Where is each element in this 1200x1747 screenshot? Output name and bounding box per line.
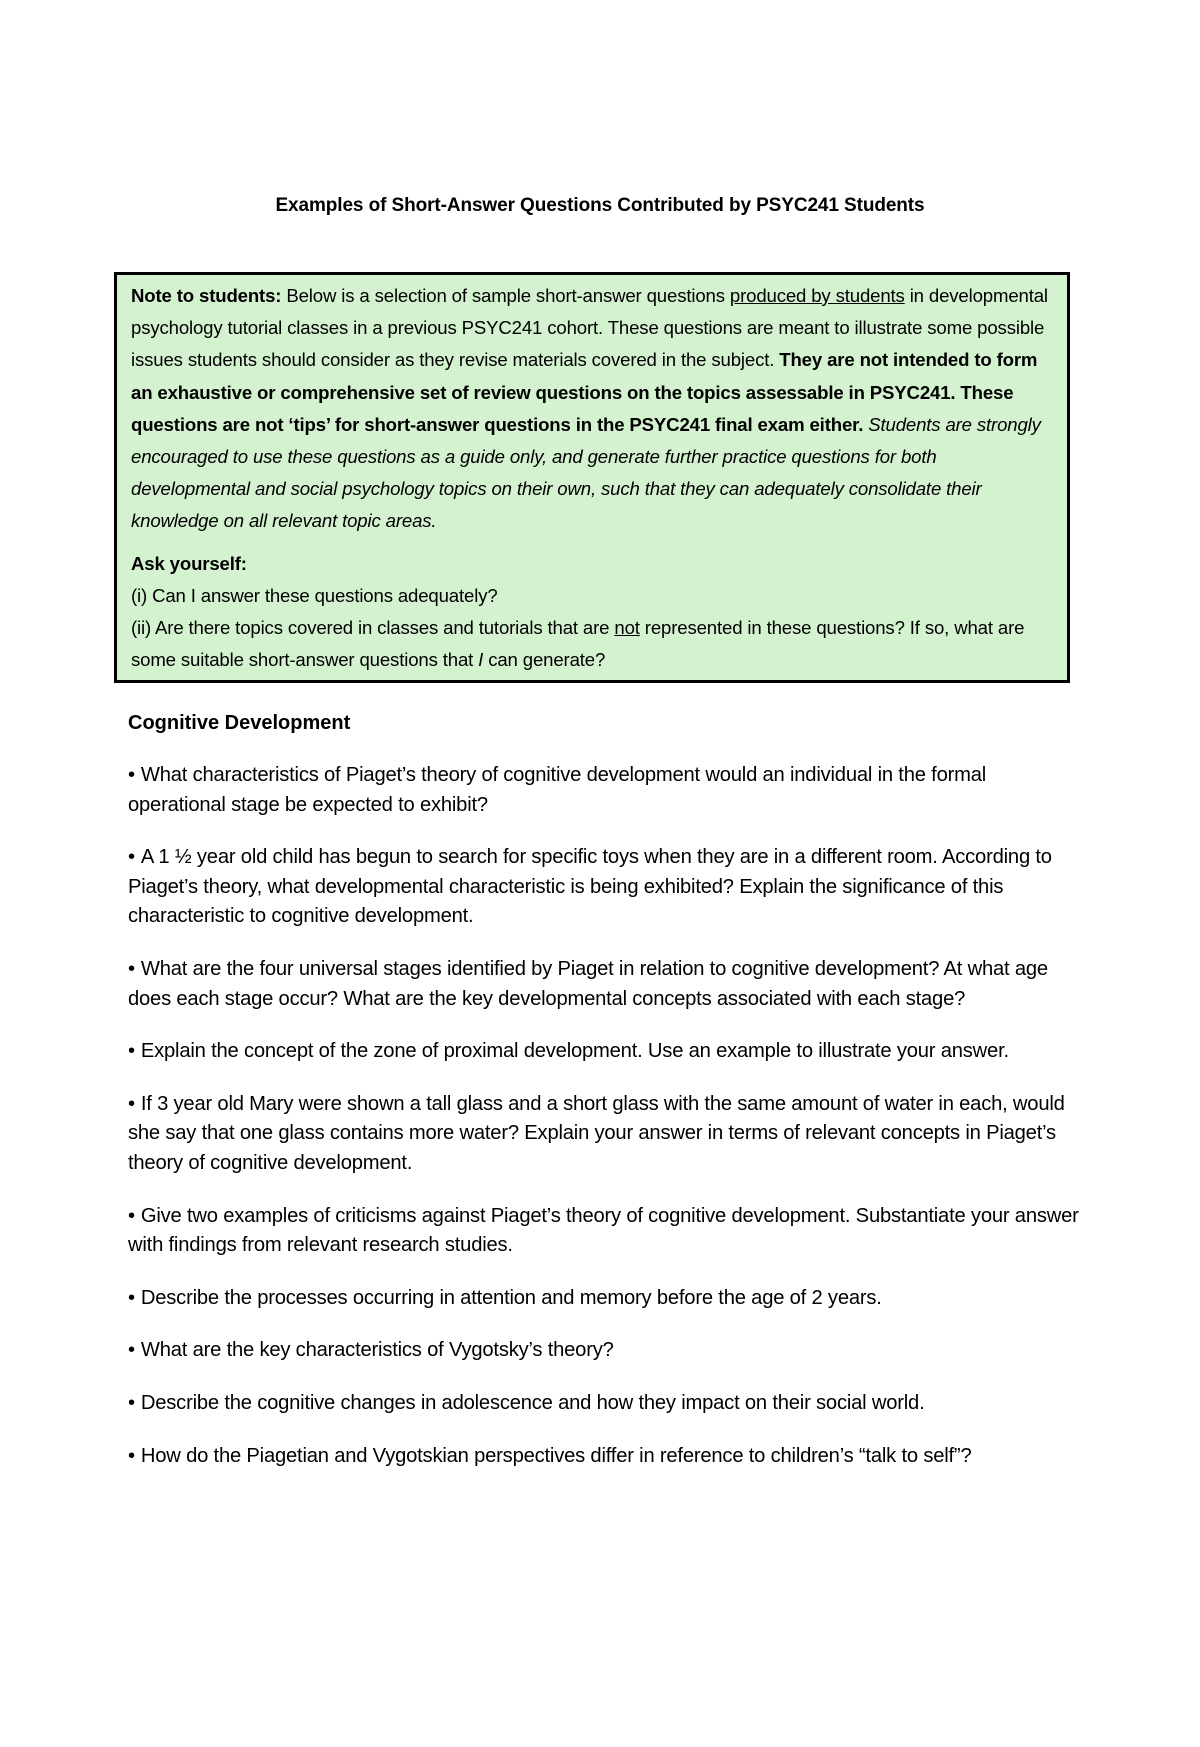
ask-question-2-italic: I bbox=[478, 649, 484, 671]
question-text: Describe the processes occurring in attention and memory before the age of 2 years. bbox=[140, 1286, 882, 1309]
question-text: Give two examples of criticisms against Piaget’s theory of cognitive development. Substantiate your answer with findings from relevant research studies. bbox=[128, 1204, 1079, 1257]
bullet-icon: • bbox=[128, 846, 135, 869]
ask-question-1: (i) Can I answer these questions adequately? bbox=[131, 584, 498, 606]
note-bold-text: They are not intended to form an exhaustive or comprehensive set of review questions on the topics assessable in PSYC241. These questions are not ‘tips’ for short-answer questions in the PSYC241 final exam either. bbox=[131, 349, 1038, 435]
bullet-icon: • bbox=[128, 957, 135, 980]
ask-question-2-part-3: can generate? bbox=[483, 649, 606, 671]
question-item bbox=[128, 1284, 1086, 1314]
question-item bbox=[128, 843, 1086, 932]
ask-yourself-title: Ask yourself: bbox=[131, 552, 247, 574]
note-to-students-box bbox=[114, 272, 1070, 683]
question-text: Explain the concept of the zone of proximal development. Use an example to illustrate your answer. bbox=[140, 1040, 1009, 1063]
note-text-2: in developmental psychology tutorial classes in a previous PSYC241 cohort. These questions are meant to illustrate some possible issues students should consider as they revise materials covered in the subject. bbox=[131, 285, 1048, 371]
question-text: A 1 ½ year old child has begun to search for specific toys when they are in a different room. According to Piaget’s theory, what developmental characteristic is being exhibited? Explain the significance of this characteristic to cognitive development. bbox=[128, 846, 1052, 928]
note-underlined-text: produced by students bbox=[729, 285, 905, 306]
bullet-icon: • bbox=[128, 1092, 135, 1115]
note-text-1: Below is a selection of sample short-answer questions bbox=[281, 285, 730, 306]
note-label: Note to students: bbox=[131, 285, 282, 306]
ask-question-2-part-1: (ii) Are there topics covered in classes and tutorials that are bbox=[131, 617, 615, 639]
note-paragraph bbox=[131, 280, 1053, 538]
note-italic-text: Students are strongly encouraged to use these questions as a guide only, and generate further practice questions for both developmental and social psychology topics on their own, such that they can adequately consolidate their knowledge on all relevant topic areas. bbox=[131, 413, 1041, 532]
bullet-icon: • bbox=[128, 1040, 135, 1063]
ask-question-2-part-2: represented in these questions? If so, what are some suitable short-answer questions that bbox=[131, 617, 1025, 671]
question-text: What are the four universal stages identified by Piaget in relation to cognitive development? At what age does each stage occur? What are the key developmental concepts associated with each stage? bbox=[128, 957, 1048, 1010]
question-item bbox=[128, 1442, 1086, 1472]
ask-yourself-block bbox=[131, 548, 1053, 677]
question-text: What characteristics of Piaget’s theory of cognitive development would an individual in the formal operational stage be expected to exhibit? bbox=[128, 764, 987, 816]
ask-question-2 bbox=[131, 612, 1053, 676]
question-text: Describe the cognitive changes in adolescence and how they impact on their social world. bbox=[140, 1391, 925, 1414]
question-item bbox=[128, 1336, 1086, 1366]
bullet-icon: • bbox=[128, 1286, 135, 1309]
section-heading: Cognitive Development bbox=[128, 712, 351, 734]
question-item bbox=[128, 1202, 1086, 1261]
question-item bbox=[128, 761, 1086, 820]
question-item bbox=[128, 1090, 1086, 1179]
question-item bbox=[128, 1037, 1086, 1067]
question-item bbox=[128, 955, 1086, 1014]
bullet-icon: • bbox=[128, 1339, 135, 1362]
bullet-icon: • bbox=[128, 764, 135, 786]
bullet-icon: • bbox=[128, 1204, 135, 1227]
question-list bbox=[128, 761, 1086, 1494]
bullet-icon: • bbox=[128, 1444, 135, 1467]
question-text: What are the key characteristics of Vygotsky’s theory? bbox=[140, 1339, 614, 1362]
bullet-icon: • bbox=[128, 1391, 135, 1414]
ask-question-2-underlined: not bbox=[614, 617, 640, 639]
question-item bbox=[128, 1389, 1086, 1419]
document-title: Examples of Short-Answer Questions Contributed by PSYC241 Students bbox=[275, 195, 925, 216]
question-text: If 3 year old Mary were shown a tall glass and a short glass with the same amount of water in each, would she say that one glass contains more water? Explain your answer in terms of relevant concepts in Piaget’s theory of cognitive development. bbox=[128, 1092, 1065, 1174]
question-text: How do the Piagetian and Vygotskian perspectives differ in reference to children’s “talk to self”? bbox=[140, 1444, 972, 1467]
